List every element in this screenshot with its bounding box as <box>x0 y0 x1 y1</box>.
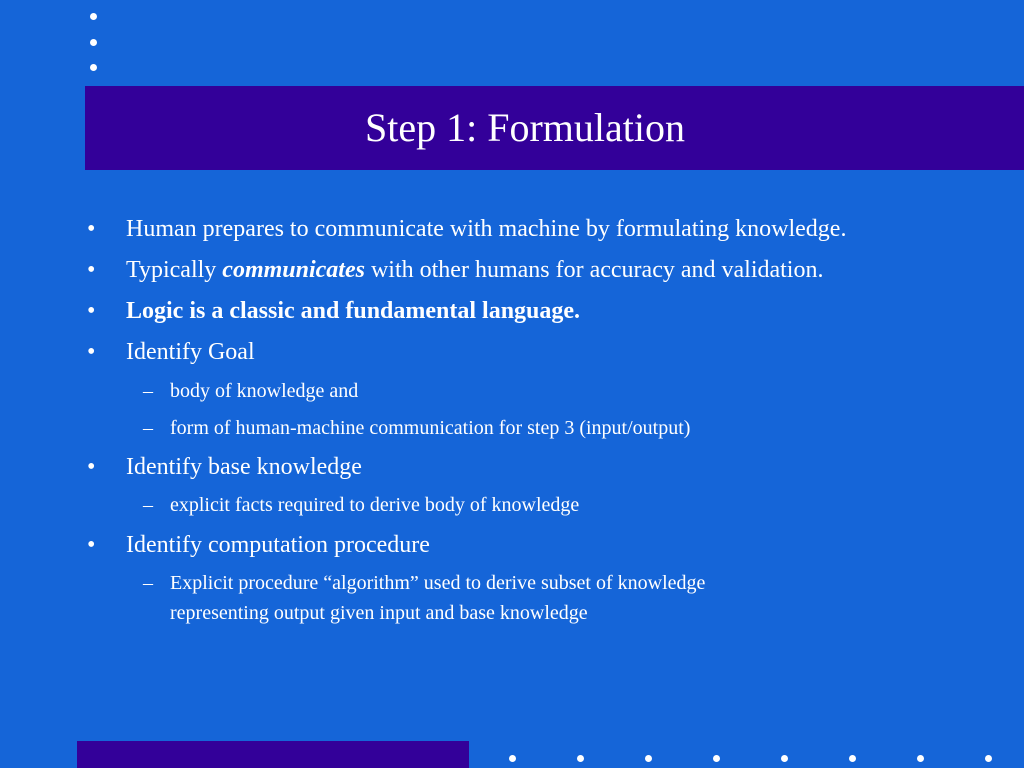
decor-dot <box>645 755 652 762</box>
sub-bullet-marker: – <box>143 494 153 516</box>
decor-dot <box>917 755 924 762</box>
decor-dot <box>985 755 992 762</box>
sub-bullet-text: body of knowledge and <box>170 380 359 402</box>
decor-dot <box>577 755 584 762</box>
sub-bullet-marker: – <box>143 380 153 402</box>
slide-title: Step 1: Formulation <box>365 105 685 150</box>
emphasized-word: communicates <box>222 257 365 283</box>
bullet-text: Logic is a classic and fundamental language. <box>126 298 581 324</box>
bullet-text <box>126 256 823 284</box>
bullet-text-part: with other humans for accuracy and validation. <box>364 257 824 283</box>
decor-dot <box>781 755 788 762</box>
decor-dot <box>509 755 516 762</box>
bullet-text: Identify computation procedure <box>126 532 430 558</box>
bullet-text-part: Typically <box>126 257 223 283</box>
bullet-text: Identify Goal <box>126 339 255 365</box>
bullet-text: Human prepares to communicate with machine by formulating knowledge. <box>126 216 847 242</box>
bullet-marker: • <box>87 339 96 365</box>
sub-bullet-marker: – <box>143 572 153 594</box>
bullet-marker: • <box>87 532 96 558</box>
bullet-marker: • <box>87 216 96 242</box>
sub-bullet-marker: – <box>143 417 153 439</box>
footer-band <box>77 741 469 768</box>
bullet-marker: • <box>87 454 96 480</box>
sub-bullet-text: explicit facts required to derive body of knowledge <box>170 494 580 516</box>
sub-bullet-text: Explicit procedure “algorithm” used to derive subset of knowledge <box>170 572 706 594</box>
decor-dot <box>849 755 856 762</box>
bullet-marker: • <box>87 298 96 324</box>
decor-dot <box>713 755 720 762</box>
bullet-text: Identify base knowledge <box>126 454 362 480</box>
sub-bullet-text: representing output given input and base knowledge <box>170 602 588 624</box>
sub-bullet-text: form of human-machine communication for step 3 (input/output) <box>170 417 691 439</box>
bullet-marker: • <box>87 257 96 283</box>
